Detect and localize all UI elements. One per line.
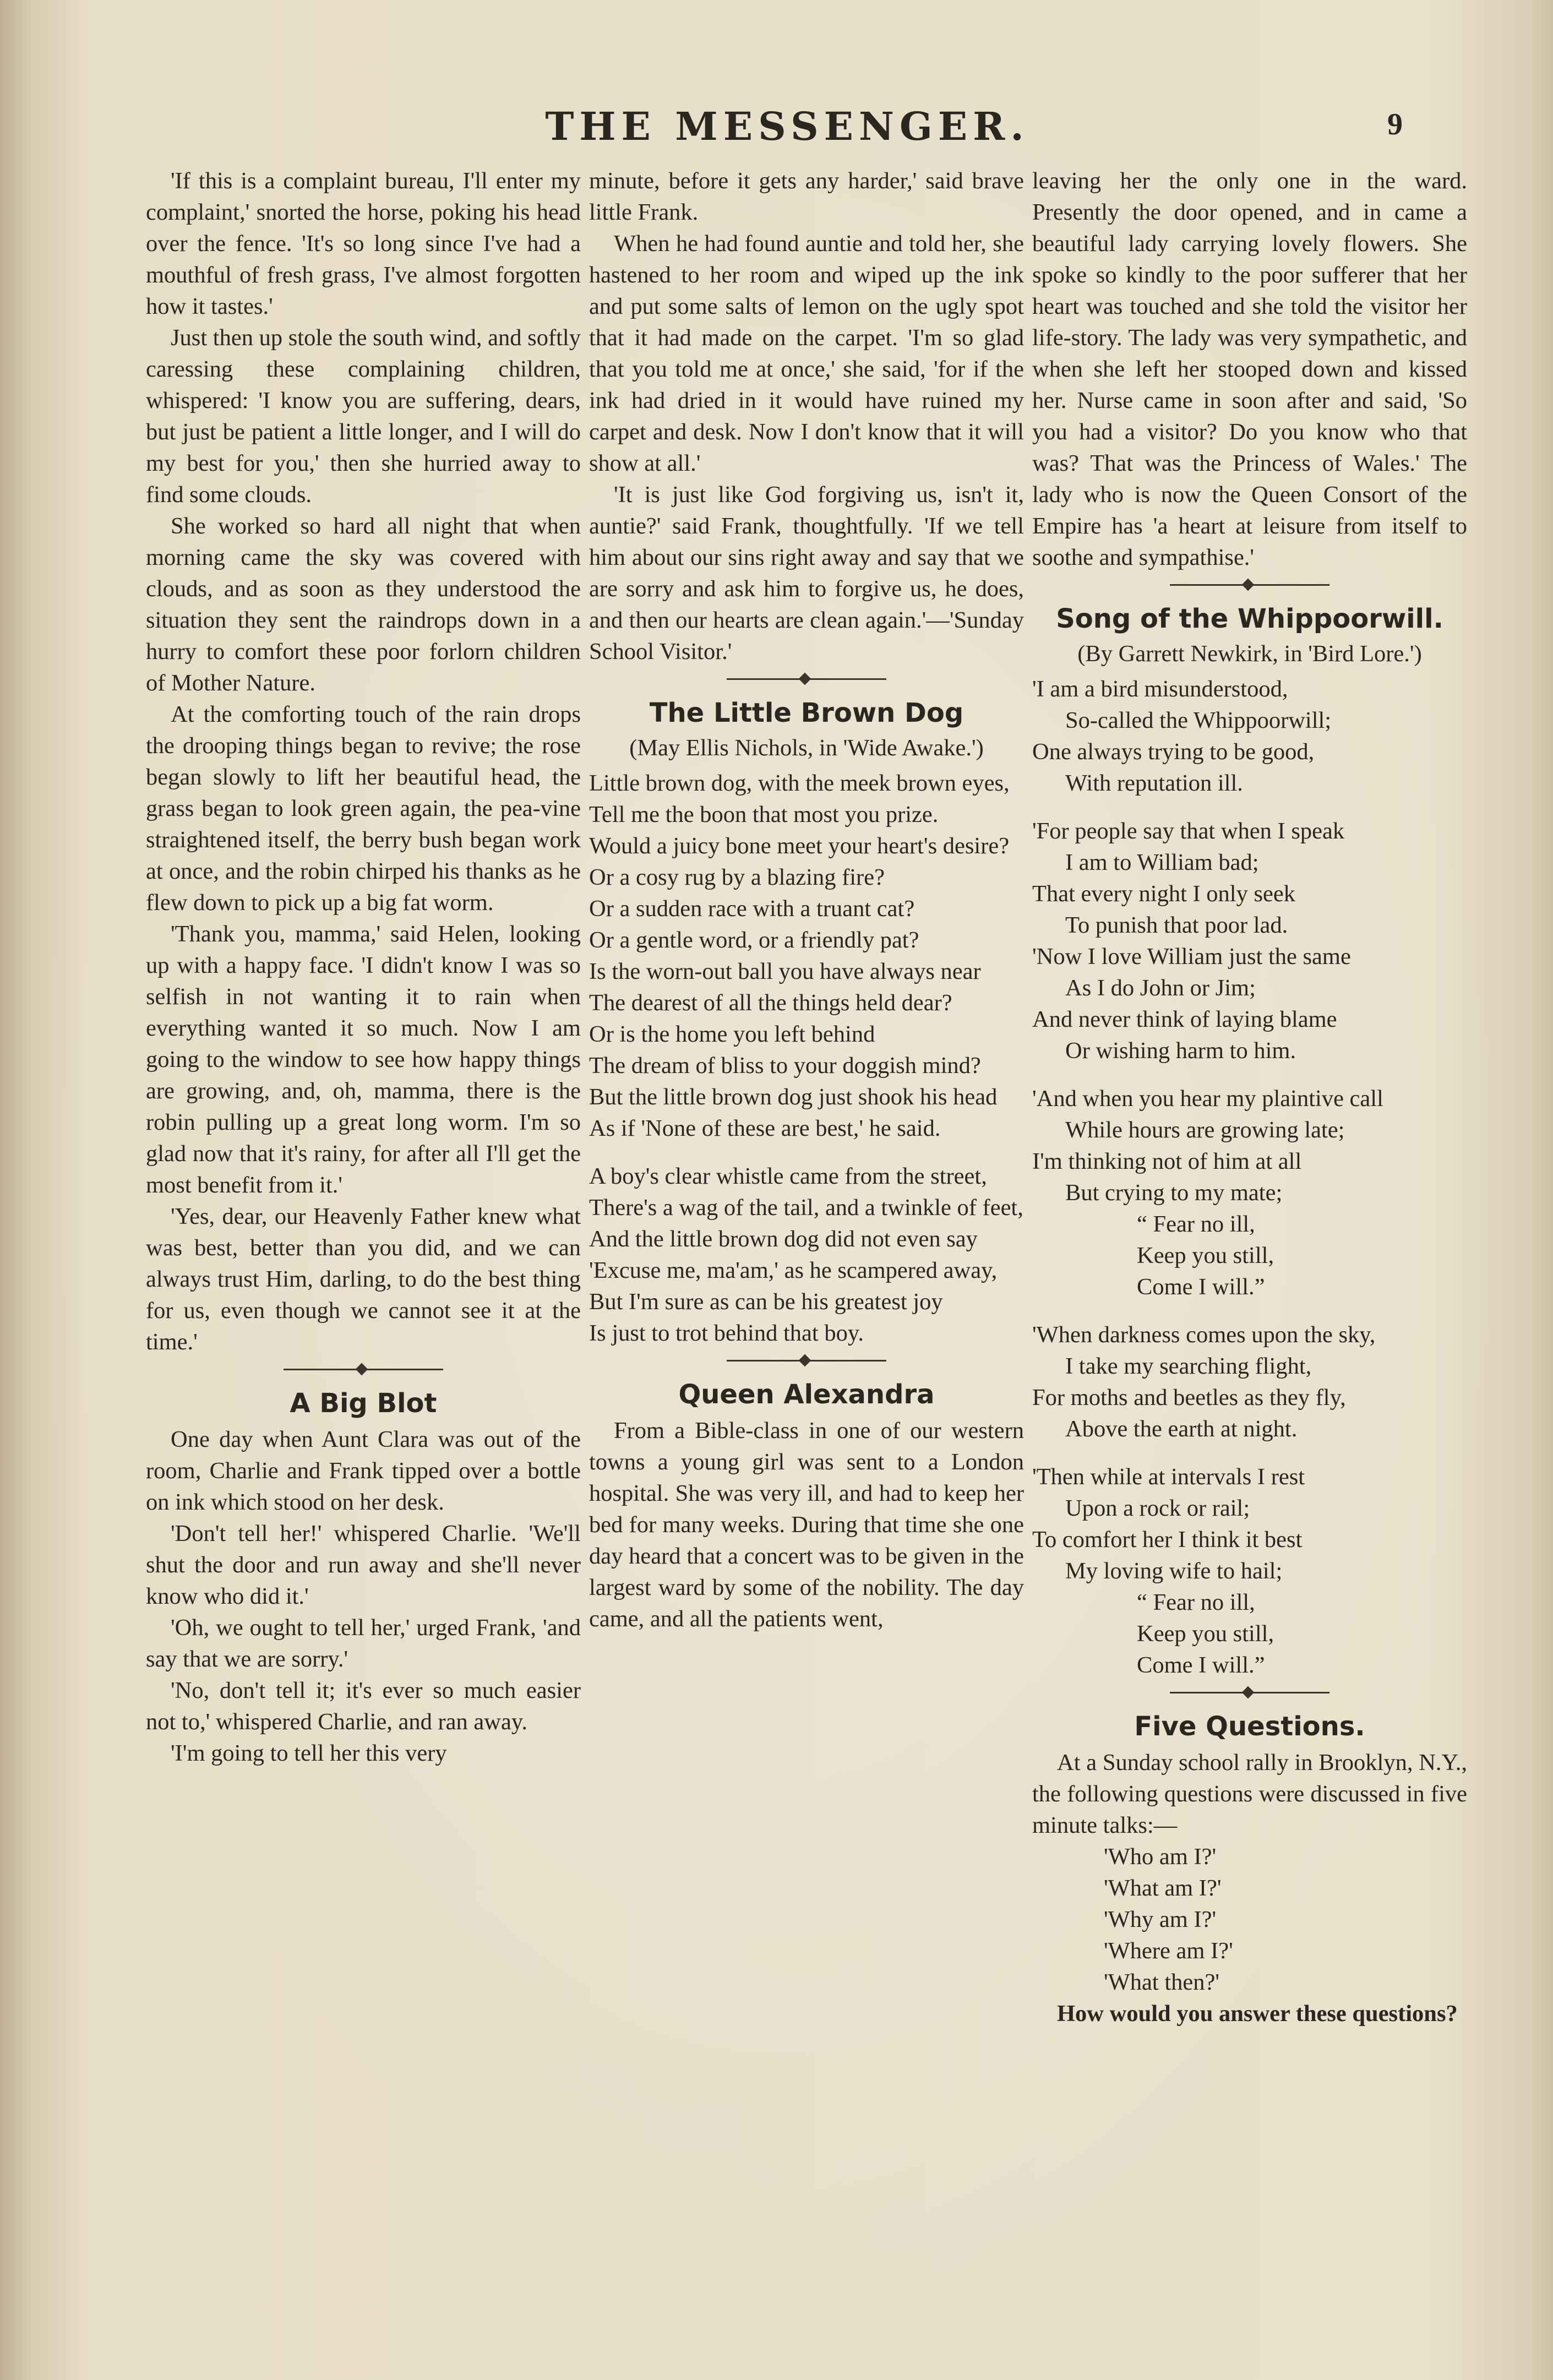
poem-line: Tell me the boon that most you prize. bbox=[589, 802, 939, 827]
poem-line: 'When darkness comes upon the sky, bbox=[1032, 1322, 1376, 1348]
paragraph: 'Yes, dear, our Heavenly Father knew what was best, better than you did, and we can always trust Him, darling, to do the best thing for us, even though we cannot see it at the time.' bbox=[146, 1203, 581, 1355]
paragraph: 'Don't tell her!' whispered Charlie. 'We'll shut the door and run away and she'll never know who did it.' bbox=[146, 1521, 581, 1609]
poem-line: 'Then while at intervals I rest bbox=[1032, 1464, 1305, 1490]
paragraph: 'Thank you, mamma,' said Helen, looking up with a happy face. 'I didn't know I was so selfish in not wanting it to rain when everything wanted it so much. Now I am going to the window to see how happy things are growing, and, oh, mamma, there is the robin pulling up a great long worm. I'm so glad now that it's rainy, for after all I'll get the most benefit from it.' bbox=[146, 921, 581, 1198]
poem-line: And never think of laying blame bbox=[1032, 1006, 1337, 1032]
poem-line: “ Fear no ill, bbox=[1137, 1589, 1255, 1615]
paragraph: 'It is just like God forgiving us, isn't it, auntie?' said Frank, thoughtfully. 'If we tell him about our sins right away and say that we are sorry and ask him to forgive us, he does, and then our hearts are clean again.'—'Sunday School Visitor.' bbox=[589, 482, 1024, 665]
paragraph: Just then up stole the south wind, and softly caressing these complaining children, whispered: 'I know you are suffering, dears, but just be patient a little longer, and I will do my best for you,' then she hurried away to find some clouds. bbox=[146, 325, 581, 508]
poem-line: A boy's clear whistle came from the street, bbox=[589, 1163, 987, 1189]
paragraph: When he had found auntie and told her, she hastened to her room and wiped up the ink and put some salts of lemon on the ugly spot that it had made on the carpet. 'I'm so glad that you told me at once,' she said, 'for if the ink had dried in it would have ruined my carpet and desk. Now I don't know that it will show at all.' bbox=[589, 231, 1024, 476]
poem-line: I am to William bad; bbox=[1065, 849, 1259, 875]
list-item: 'Why am I?' bbox=[1104, 1907, 1217, 1932]
list-item: 'Who am I?' bbox=[1104, 1844, 1217, 1870]
column-3 bbox=[1032, 165, 1467, 2029]
article-title-queen-alexandra: Queen Alexandra bbox=[678, 1379, 935, 1410]
poem-line: Upon a rock or rail; bbox=[1065, 1495, 1250, 1521]
question-list bbox=[1032, 1841, 1467, 1998]
section-divider bbox=[589, 667, 1024, 690]
poem-line: There's a wag of the tail, and a twinkle of feet, bbox=[589, 1195, 1023, 1221]
poem-whippoorwill bbox=[1032, 673, 1467, 1681]
poem-line: Or a cosy rug by a blazing fire? bbox=[589, 864, 885, 890]
masthead bbox=[0, 104, 1553, 153]
poem-line: But I'm sure as can be his greatest joy bbox=[589, 1289, 943, 1315]
poem-line: For moths and beetles as they fly, bbox=[1032, 1385, 1346, 1410]
poem-line: Or wishing harm to him. bbox=[1065, 1038, 1296, 1064]
section-divider bbox=[1032, 1681, 1467, 1704]
poem-line: While hours are growing late; bbox=[1065, 1117, 1345, 1143]
poem-little-brown-dog bbox=[589, 767, 1024, 1349]
column-2 bbox=[589, 165, 1024, 1635]
poem-line: With reputation ill. bbox=[1065, 770, 1243, 796]
byline: (May Ellis Nichols, in 'Wide Awake.') bbox=[629, 735, 984, 761]
poem-line: But the little brown dog just shook his head bbox=[589, 1084, 998, 1110]
poem-line: And the little brown dog did not even say bbox=[589, 1226, 978, 1252]
poem-line: But crying to my mate; bbox=[1065, 1180, 1283, 1206]
poem-line: The dream of bliss to your doggish mind? bbox=[589, 1053, 981, 1079]
paragraph: 'Oh, we ought to tell her,' urged Frank, 'and say that we are sorry.' bbox=[146, 1615, 581, 1672]
poem-line: Keep you still, bbox=[1137, 1243, 1274, 1268]
poem-line: 'Now I love William just the same bbox=[1032, 944, 1351, 970]
paragraph: At the comforting touch of the rain drops the drooping things began to revive; the rose began slowly to lift her beautiful head, the grass began to look green again, the pea-vine straightened itself, the berry bush began work at once, and the robin chirped his thanks as he flew down to pick up a big fat worm. bbox=[146, 701, 581, 916]
poem-line: To comfort her I think it best bbox=[1032, 1527, 1303, 1553]
poem-line: My loving wife to hail; bbox=[1065, 1558, 1283, 1584]
list-item: 'Where am I?' bbox=[1104, 1938, 1233, 1964]
poem-line: Little brown dog, with the meek brown eyes, bbox=[589, 770, 1010, 796]
list-item: 'What am I?' bbox=[1104, 1875, 1222, 1901]
poem-line: Keep you still, bbox=[1137, 1621, 1274, 1647]
section-divider bbox=[589, 1349, 1024, 1372]
poem-line: Is the worn-out ball you have always near bbox=[589, 958, 981, 984]
poem-line: I take my searching flight, bbox=[1065, 1353, 1312, 1379]
paragraph: How would you answer these questions? bbox=[1057, 2001, 1458, 2027]
poem-line: 'And when you hear my plaintive call bbox=[1032, 1086, 1383, 1112]
paragraph: leaving her the only one in the ward. Presently the door opened, and in came a beautiful lady carrying lovely flowers. She spoke so kindly to the poor sufferer that her heart was touched and she told the visitor her life-story. The lady was very sympathetic, and when she left her stooped down and kissed her. Nurse came in soon after and said, 'So you had a visitor? Do you know who that was? That was the Princess of Wales.' The lady who is now the Queen Consort of the Empire has 'a heart at leisure from itself to soothe and sympathise.' bbox=[1032, 168, 1467, 570]
paragraph: At a Sunday school rally in Brooklyn, N.Y., the following questions were discussed in five minute talks:— bbox=[1032, 1750, 1467, 1838]
poem-line: As if 'None of these are best,' he said. bbox=[589, 1115, 941, 1141]
poem-line: As I do John or Jim; bbox=[1065, 975, 1256, 1001]
paragraph: 'I'm going to tell her this very bbox=[171, 1740, 447, 1766]
paragraph: 'No, don't tell it; it's ever so much easier not to,' whispered Charlie, and ran away. bbox=[146, 1678, 581, 1735]
poem-line: Or is the home you left behind bbox=[589, 1021, 875, 1047]
poem-line: Is just to trot behind that boy. bbox=[589, 1320, 864, 1346]
poem-line: So-called the Whippoorwill; bbox=[1065, 707, 1332, 733]
publication-title: THE MESSENGER. bbox=[545, 104, 1029, 149]
article-title-little-brown-dog: The Little Brown Dog bbox=[649, 698, 964, 728]
poem-line: “ Fear no ill, bbox=[1137, 1211, 1255, 1237]
section-divider bbox=[1032, 573, 1467, 596]
poem-line: To punish that poor lad. bbox=[1065, 912, 1288, 938]
poem-line: Would a juicy bone meet your heart's desire? bbox=[589, 833, 1010, 859]
poem-line: Or a sudden race with a truant cat? bbox=[589, 896, 915, 922]
paragraph: minute, before it gets any harder,' said brave little Frank. bbox=[589, 168, 1024, 225]
poem-line: Or a gentle word, or a friendly pat? bbox=[589, 927, 919, 953]
poem-line: That every night I only seek bbox=[1032, 881, 1295, 907]
paragraph: 'If this is a complaint bureau, I'll enter my complaint,' snorted the horse, poking his head over the fence. 'It's so long since I've had a mouthful of fresh grass, I've almost forgotten how it tastes.' bbox=[146, 168, 581, 319]
poem-line: Come I will.” bbox=[1137, 1274, 1265, 1300]
paragraph: One day when Aunt Clara was out of the room, Charlie and Frank tipped over a bottle on ink which stood on her desk. bbox=[146, 1426, 581, 1515]
list-item: 'What then?' bbox=[1104, 1969, 1220, 1995]
poem-line: I'm thinking not of him at all bbox=[1032, 1148, 1302, 1174]
paragraph: She worked so hard all night that when morning came the sky was covered with clouds, and as soon as they understood the situation they sent the raindrops down in a hurry to comfort these poor forlorn children of Mother Nature. bbox=[146, 513, 581, 696]
article-title-big-blot: A Big Blot bbox=[290, 1388, 437, 1419]
article-title-whippoorwill: Song of the Whippoorwill. bbox=[1056, 603, 1443, 634]
poem-line: The dearest of all the things held dear? bbox=[589, 990, 952, 1016]
column-1 bbox=[146, 165, 581, 1769]
poem-line: Above the earth at night. bbox=[1065, 1416, 1298, 1442]
byline: (By Garrett Newkirk, in 'Bird Lore.') bbox=[1077, 641, 1422, 667]
section-divider bbox=[146, 1358, 581, 1381]
poem-line: 'I am a bird misunderstood, bbox=[1032, 676, 1288, 702]
poem-line: 'For people say that when I speak bbox=[1032, 818, 1345, 844]
article-title-five-questions: Five Questions. bbox=[1134, 1711, 1365, 1742]
poem-line: Come I will.” bbox=[1137, 1652, 1265, 1678]
poem-line: 'Excuse me, ma'am,' as he scampered away, bbox=[589, 1257, 998, 1283]
poem-line: One always trying to be good, bbox=[1032, 739, 1315, 765]
paragraph: From a Bible-class in one of our western towns a young girl was sent to a London hospital. She was very ill, and had to keep her bed for many weeks. During that time she one day heard that a concert was to be given in the largest ward by some of the nobility. The day came, and all the patients went, bbox=[589, 1418, 1024, 1632]
page-number: 9 bbox=[1387, 107, 1403, 141]
